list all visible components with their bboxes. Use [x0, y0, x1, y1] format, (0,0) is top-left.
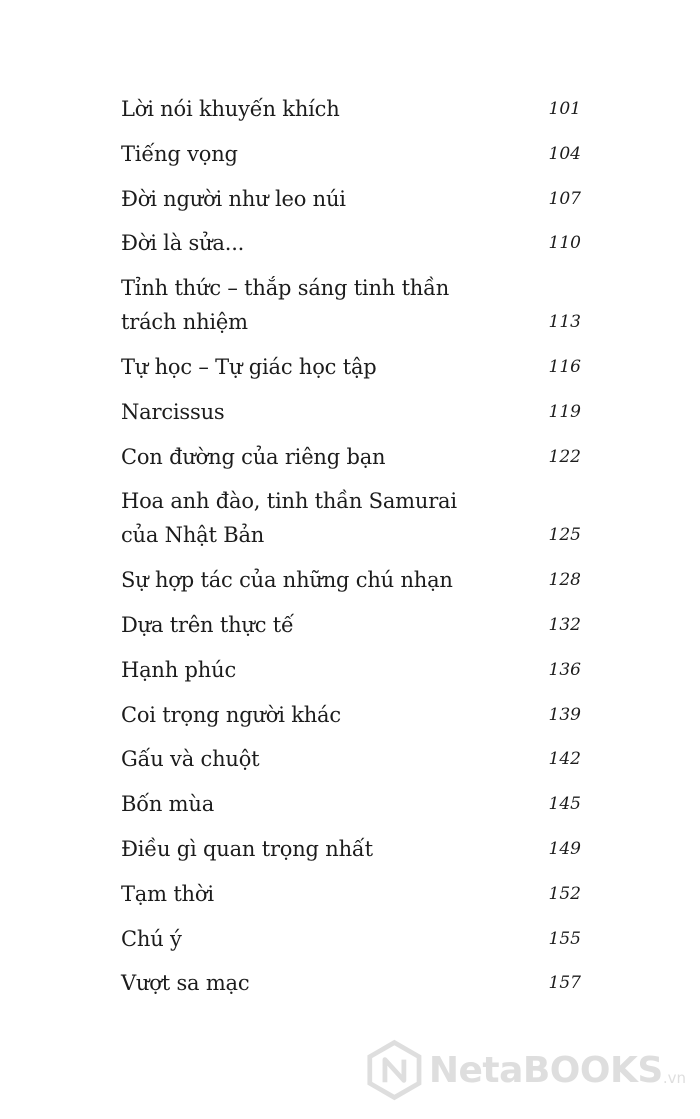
toc-entry [121, 922, 581, 956]
toc-entry-title: Đời là sửa... [121, 231, 245, 256]
toc-page-number: 139 [548, 704, 581, 725]
watermark-brand: NetaBOOKS [428, 1049, 663, 1091]
toc-entry [121, 395, 581, 429]
toc-spacer [121, 687, 581, 698]
toc-entry-title: Hoa anh đào, tinh thần Samurai [121, 489, 457, 514]
toc-entry [121, 653, 581, 687]
toc-page-number: 122 [548, 446, 581, 467]
toc-entry [121, 742, 581, 776]
toc-spacer [121, 216, 581, 227]
toc-page-number: 149 [548, 838, 581, 859]
toc-entry [121, 440, 581, 474]
toc-entry-title: trách nhiệm [121, 310, 248, 335]
toc-entry-title: Gấu và chuột [121, 747, 260, 772]
toc-entry-title: Bốn mùa [121, 792, 215, 817]
toc-page-number: 116 [548, 356, 581, 377]
toc-page-number: 107 [548, 188, 581, 209]
toc-page-number: 113 [548, 312, 581, 333]
toc-spacer [121, 171, 581, 182]
toc-entry-title: Hạnh phúc [121, 657, 237, 682]
toc-spacer [121, 260, 581, 271]
toc-spacer [121, 552, 581, 563]
toc-spacer [121, 597, 581, 608]
toc-spacer [121, 732, 581, 743]
toc-spacer [121, 956, 581, 967]
toc-entry [121, 698, 581, 732]
toc-entry [121, 92, 581, 126]
toc-page-number: 142 [548, 749, 581, 770]
toc-page-number: 110 [548, 233, 581, 254]
toc-page-number: 145 [548, 794, 581, 815]
toc-spacer [121, 776, 581, 787]
watermark-suffix: .vn [662, 1069, 686, 1087]
toc-entry-title: Sự hợp tác của những chú nhạn [121, 568, 453, 593]
toc-entry-title: Lời nói khuyến khích [121, 97, 340, 121]
toc-spacer [121, 429, 581, 440]
toc-page-number: 128 [548, 570, 581, 591]
toc-entry-title: Chú ý [121, 926, 182, 951]
toc-entry-title: Con đường của riêng bạn [121, 444, 386, 469]
toc-page-number: 101 [548, 99, 581, 119]
toc-spacer [121, 911, 581, 922]
toc-entry [121, 350, 581, 384]
table-of-contents [121, 92, 581, 1000]
neta-logo-icon [366, 1039, 423, 1101]
watermark [366, 1038, 686, 1102]
toc-page-number: 132 [548, 614, 581, 635]
toc-entry [121, 182, 581, 216]
toc-entry-title: Tỉnh thức – thắp sáng tinh thần [121, 276, 450, 301]
toc-page-number: 157 [548, 973, 581, 994]
toc-spacer [121, 642, 581, 653]
toc-entry-title: Điều gì quan trọng nhất [121, 836, 373, 861]
toc-entry-title: Tự học – Tự giác học tập [121, 354, 377, 379]
toc-spacer [121, 866, 581, 877]
toc-entry-title: Đời người như leo núi [121, 186, 346, 211]
toc-entry-title: Narcissus [121, 399, 225, 424]
toc-entry [121, 137, 581, 171]
toc-entry [121, 608, 581, 642]
toc-page-number: 119 [548, 401, 581, 422]
toc-entry-title: Tạm thời [121, 881, 214, 906]
toc-spacer [121, 474, 581, 485]
toc-entry [121, 877, 581, 911]
toc-page-number: 136 [548, 659, 581, 680]
toc-entry [121, 787, 581, 821]
toc-entry-title: Dựa trên thực tế [121, 612, 294, 637]
toc-entry [121, 271, 581, 339]
toc-entry [121, 226, 581, 260]
toc-spacer [121, 339, 581, 350]
toc-page-number: 152 [548, 883, 581, 904]
toc-entry-title: Vượt sa mạc [121, 971, 250, 996]
toc-entry-title: Tiếng vọng [121, 141, 238, 166]
toc-entry [121, 966, 581, 1000]
toc-page-number: 155 [548, 928, 581, 949]
toc-entry-title: của Nhật Bản [121, 523, 265, 548]
toc-page-number: 125 [548, 525, 581, 546]
toc-entry [121, 832, 581, 866]
toc-page-number: 104 [548, 143, 581, 164]
toc-entry-title: Coi trọng người khác [121, 702, 341, 727]
toc-spacer [121, 126, 581, 137]
toc-spacer [121, 384, 581, 395]
toc-entry [121, 484, 581, 552]
toc-spacer [121, 821, 581, 832]
toc-entry [121, 563, 581, 597]
